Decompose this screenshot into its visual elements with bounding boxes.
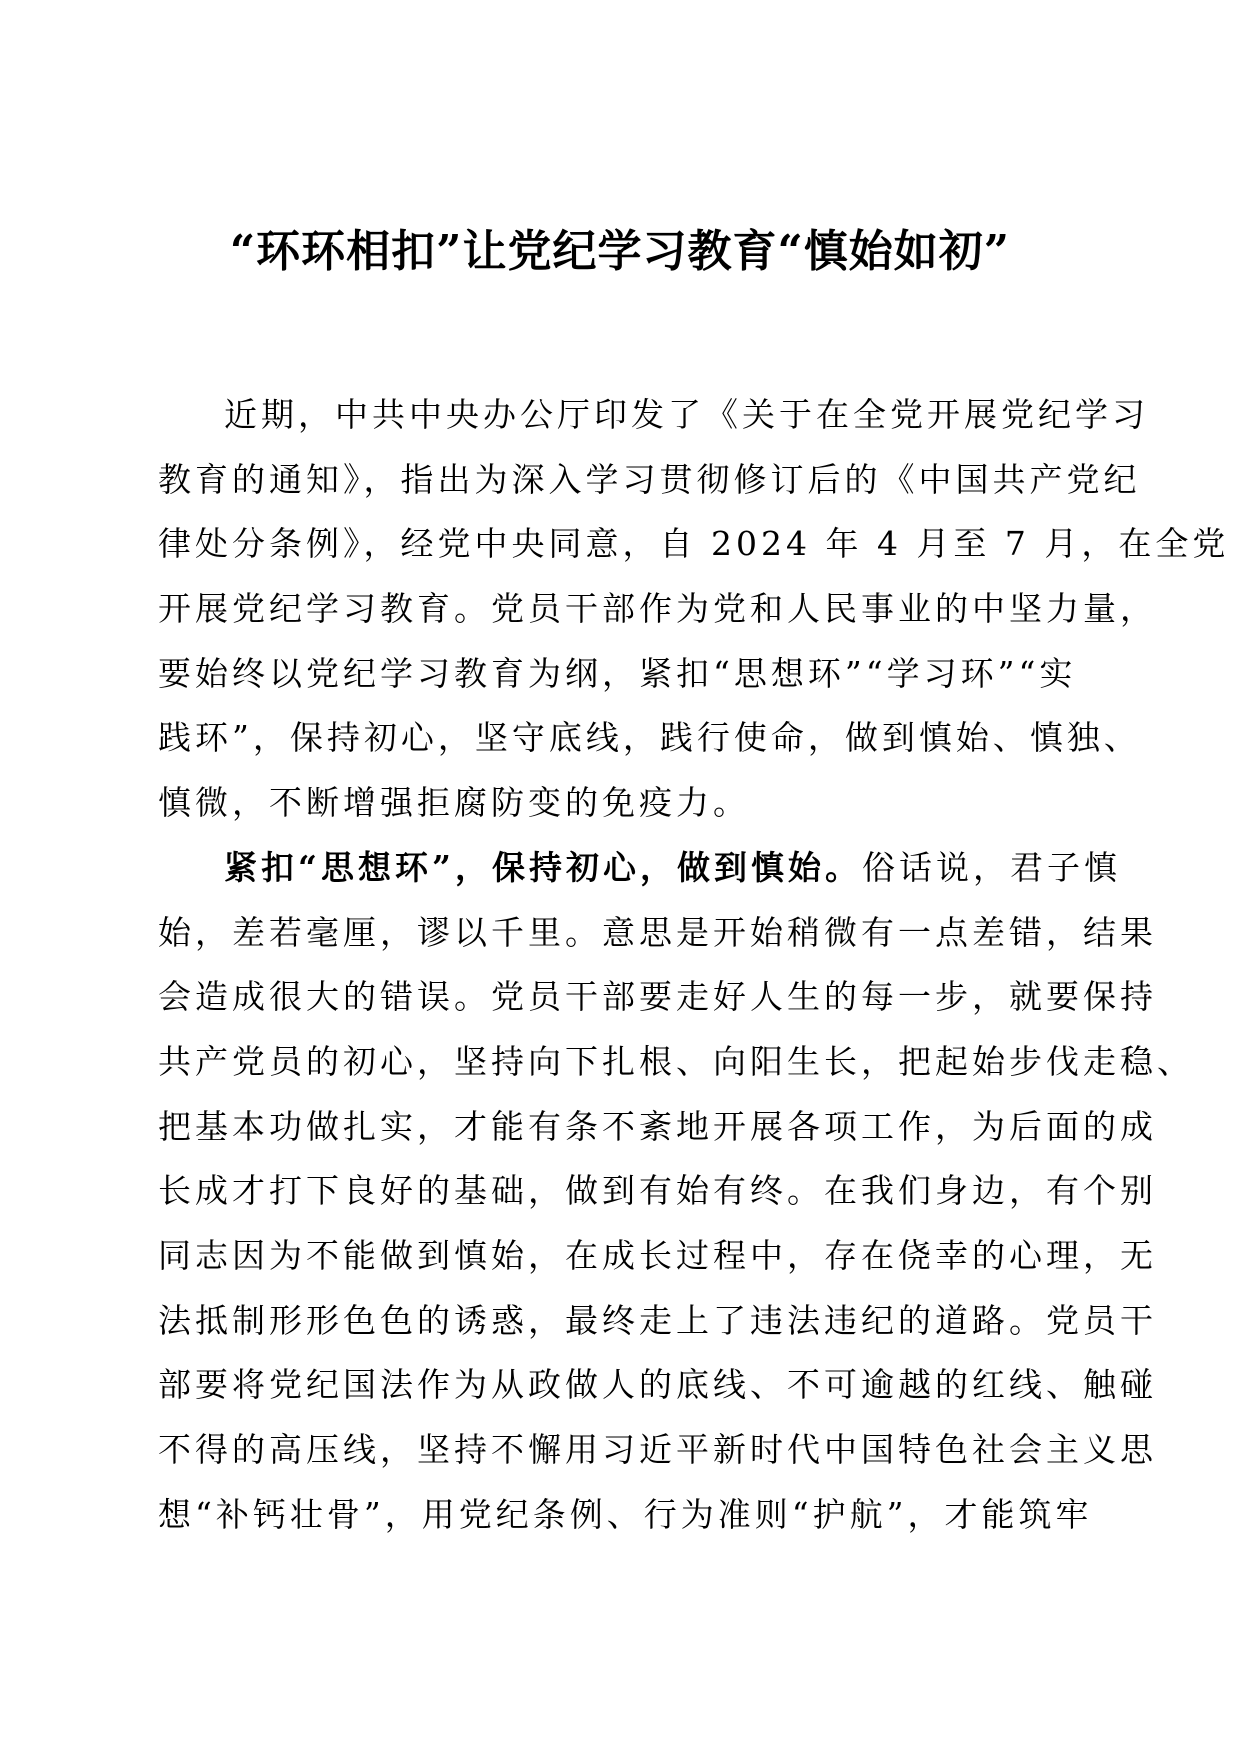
paragraph-2-line: 共产党员的初心，坚持向下扎根、向阳生长，把起始步伐走稳、: [158, 1041, 1194, 1081]
paragraph-2-line: 始，差若毫厘，谬以千里。意思是开始稍微有一点差错，结果: [158, 912, 1157, 952]
paragraph-2-first-line: [158, 836, 1121, 901]
document-body: [158, 383, 1230, 1547]
paragraph-2-first-line-text: 俗话说，君子慎: [861, 847, 1121, 887]
paragraph-1-line: 要始终以党纪学习教育为纲，紧扣“思想环”“学习环”“实: [158, 653, 1077, 693]
paragraph-2-line: 法抵制形形色色的诱惑，最终走上了违法违纪的道路。党员干: [158, 1300, 1157, 1340]
paragraph-2-line: 长成才打下良好的基础，做到有始有终。在我们身边，有个别: [158, 1171, 1157, 1211]
paragraph-1-line: 慎微，不断增强拒腐防变的免疫力。: [158, 783, 750, 823]
paragraph-2-line: 不得的高压线，坚持不懈用习近平新时代中国特色社会主义思: [158, 1430, 1157, 1469]
paragraph-1-line: 开展党纪学习教育。党员干部作为党和人民事业的中坚力量，: [158, 589, 1157, 629]
paragraph-1-line: 律处分条例》，经党中央同意，自 2024 年 4 月至 7 月，在全党: [158, 524, 1230, 564]
paragraph-2-line: 想“补钙壮骨”，用党纪条例、行为准则“护航”，才能筑牢: [158, 1494, 1093, 1534]
paragraph-2-line: 同志因为不能做到慎始，在成长过程中，存在侥幸的心理，无: [158, 1235, 1157, 1275]
paragraph-2-line: 会造成很大的错误。党员干部要走好人生的每一步，就要保持: [158, 977, 1157, 1017]
paragraph-2-line: 把基本功做扎实，才能有条不紊地开展各项工作，为后面的成: [158, 1106, 1157, 1146]
paragraph-1-line: 教育的通知》，指出为深入学习贯彻修订后的《中国共产党纪: [158, 459, 1141, 499]
paragraph-1-line: 近期，中共中央办公厅印发了《关于在全党开展党纪学习: [224, 395, 1149, 434]
section-heading: 紧扣“思想环”，保持初心，做到慎始。: [224, 847, 862, 887]
paragraph-2-line: 部要将党纪国法作为从政做人的底线、不可逾越的红线、触碰: [158, 1365, 1157, 1405]
paragraph-1-line: 践环”，保持初心，坚守底线，践行使命，做到慎始、慎独、: [158, 718, 1141, 758]
document-title: “环环相扣”让党纪学习教育“慎始如初”: [229, 226, 1011, 277]
